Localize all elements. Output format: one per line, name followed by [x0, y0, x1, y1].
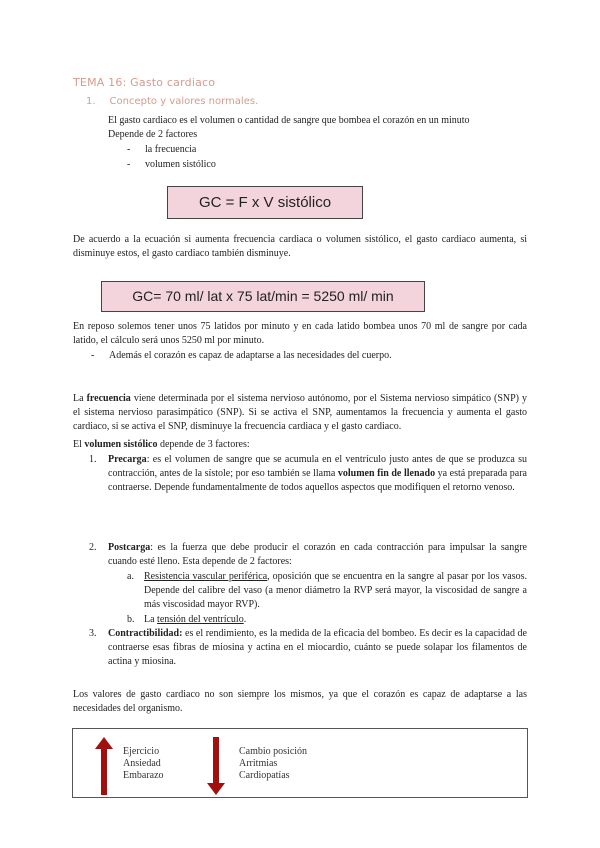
rest-paragraph: En reposo solemos tener unos 75 latidos por minuto y en cada latido bombea unos 70 ml de sangre por cada latido, el cálculo será unos 5250 ml por minuto. — [73, 321, 527, 346]
equation-paragraph: De acuerdo a la ecuación si aumenta frecuencia cardiaca o volumen sistólico, el gasto cardiaco aumenta, si disminuye estos, el gasto cardiaco también disminuye. — [73, 234, 527, 259]
factor-item: - volumen sistólico — [127, 159, 216, 170]
sub-item-letter: a. — [127, 571, 134, 582]
decrease-list — [239, 746, 307, 782]
precarga-item: Precarga: es el volumen de sangre que se acumula en el ventrículo justo antes de que se produzca su contracción, antes de la sístole; por eso también se llama volumen fin de llenado ya está preparada para contraerse. Depende fundamentalmente de todos aquellos aspectos que modifiquen el retorno venoso. — [108, 454, 527, 493]
section-heading — [86, 96, 258, 107]
increase-list — [123, 746, 164, 782]
item-number: 3. — [89, 628, 97, 639]
adapt-bullet: - Además el corazón es capaz de adaptarse a las necesidades del cuerpo. — [91, 350, 392, 361]
arrow-up-icon — [95, 737, 113, 795]
intro-line-1: El gasto cardiaco es el volumen o cantidad de sangre que bombea el corazón en un minuto — [108, 115, 470, 126]
decrease-item: Arritmias — [239, 758, 278, 769]
formula-box-gc: GC = F x V sistólico — [167, 186, 363, 219]
tension-sub-item: La tensión del ventrículo. — [144, 614, 247, 625]
decrease-item: Cambio posición — [239, 746, 308, 757]
page-title: TEMA 16: Gasto cardiaco — [73, 76, 216, 89]
volume-paragraph: El volumen sistólico depende de 3 factores: — [73, 439, 250, 450]
contractibilidad-item: Contractibilidad: es el rendimiento, es la medida de la eficacia del bombeo. Es decir es la capacidad de contraerse esas fibras de miosina y actina en el miocardio, cuánto se puede solapar los filamentos de actina y miosina. — [108, 628, 527, 667]
sub-item-letter: b. — [127, 614, 135, 625]
item-number: 1. — [89, 454, 97, 465]
formula-box-calculation: GC= 70 ml/ lat x 75 lat/min = 5250 ml/ min — [101, 281, 425, 312]
section-title: Concepto y valores normales. — [109, 96, 259, 107]
rvp-sub-item: Resistencia vascular periférica, oposición que se encuentra en la sangre al pasar por los vasos. Depende del calibre del vaso (a menor diámetro la RVP será mayor, la viscosidad de sangre a más viscosidad mayor RVP). — [144, 571, 527, 610]
closing-paragraph: Los valores de gasto cardiaco no son siempre los mismos, ya que el corazón es capaz de adaptarse a las necesidades del organismo. — [73, 689, 527, 714]
decrease-item: Cardiopatías — [239, 770, 290, 781]
intro-line-2: Depende de 2 factores — [108, 129, 198, 140]
section-number: 1. — [86, 96, 96, 107]
item-number: 2. — [89, 542, 97, 553]
increase-item: Ejercicio — [123, 746, 160, 757]
increase-item: Ansiedad — [123, 758, 161, 769]
frequency-paragraph: La frecuencia viene determinada por el sistema nervioso autónomo, por el Sistema nervioso simpático (SNP) y el sistema nervioso parasimpático (SNP). Si se activa el SNP, aumentamos la frecuencia y aumenta el gasto cardiaco, si se activa el SNP, disminuye la frecuencia cardiaca y el gasto cardiaco. — [73, 393, 528, 432]
postcarga-item: Postcarga: es la fuerza que debe producir el corazón en cada contracción para impulsar la sangre cuando esté lleno. Esta depende de 2 factores: — [108, 542, 527, 567]
factor-item: - la frecuencia — [127, 144, 197, 155]
increase-item: Embarazo — [123, 770, 164, 781]
factors-box — [72, 728, 528, 798]
arrow-down-icon — [207, 737, 225, 795]
